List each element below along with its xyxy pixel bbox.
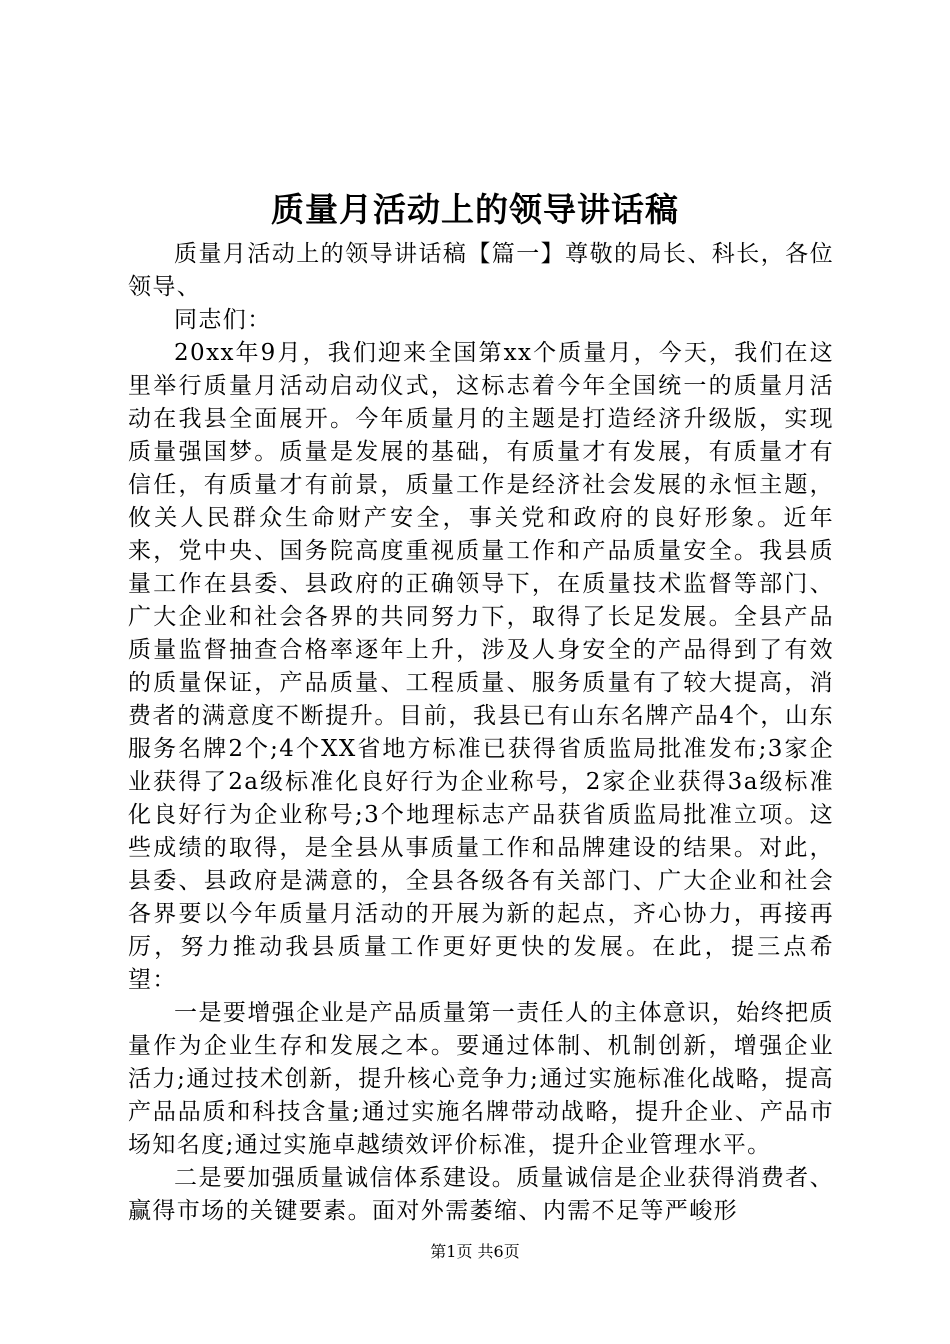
page-number: 第1页 共6页 <box>430 1242 520 1261</box>
page-title: 质量月活动上的领导讲话稿 <box>271 190 679 229</box>
paragraph-point-one: 一是要增强企业是产品质量第一责任人的主体意识，始终把质量作为企业生存和发展之本。要通过体制、机制创新，增强企业活力;通过技术创新，提升核心竞争力;通过实施标准化战略，提高产品品质和科技含量;通过实施名牌带动战略，提升企业、产品市场知名度;通过实施卓越绩效评价标准，提升企业管理水平。 <box>128 1000 834 1158</box>
paragraph-main: 20xx年9月，我们迎来全国第xx个质量月，今天，我们在这里举行质量月活动启动仪式，这标志着今年全国统一的质量月活动在我县全面展开。今年质量月的主题是打造经济升级版，实现质量强国梦。质量是发展的基础，有质量才有发展，有质量才有信任，有质量才有前景，质量工作是经济社会发展的永恒主题，攸关人民群众生命财产安全，事关党和政府的良好形象。近年来，党中央、国务院高度重视质量工作和产品质量安全。我县质量工作在县委、县政府的正确领导下，在质量技术监督等部门、广大企业和社会各界的共同努力下，取得了长足发展。全县产品质量监督抽查合格率逐年上升，涉及人身安全的产品得到了有效的质量保证，产品质量、工程质量、服务质量有了较大提高，消费者的满意度不断提升。目前，我县已有山东名牌产品4个，山东服务名牌2个;4个XX省地方标准已获得省质监局批准发布;3家企业获得了2a级标准化良好行为企业称号，2家企业获得3a级标准化良好行为企业称号;3个地理标志产品获省质监局批准立项。这些成绩的取得，是全县从事质量工作和品牌建设的结果。对此，县委、县政府是满意的，全县各级各有关部门、广大企业和社会各界要以今年质量月活动的开展为新的起点，齐心协力，再接再厉，努力推动我县质量工作更好更快的发展。在此，提三点希望： <box>128 340 834 993</box>
paragraph-intro: 质量月活动上的领导讲话稿【篇一】尊敬的局长、科长，各位领导、 <box>128 241 834 300</box>
paragraph-salutation: 同志们： <box>174 307 272 333</box>
document-body <box>128 238 834 1228</box>
paragraph-point-two: 二是要加强质量诚信体系建设。质量诚信是企业获得消费者、赢得市场的关键要素。面对外需萎缩、内需不足等严峻形 <box>128 1165 834 1224</box>
